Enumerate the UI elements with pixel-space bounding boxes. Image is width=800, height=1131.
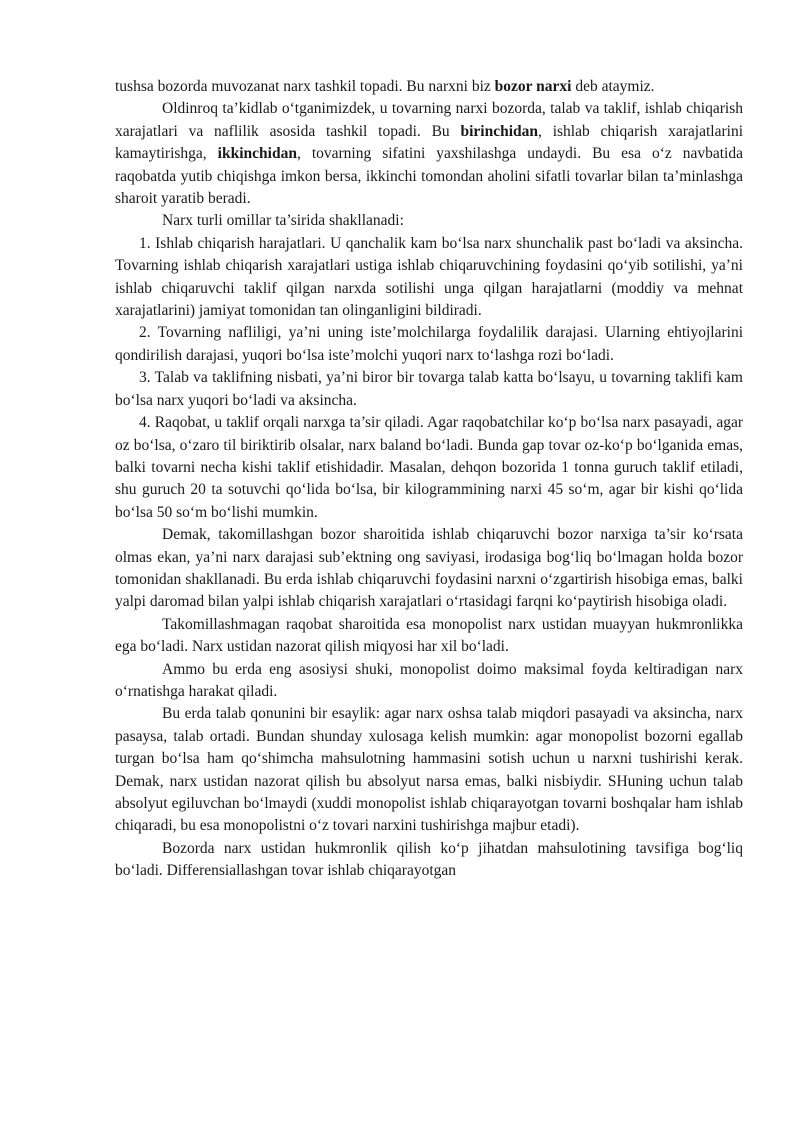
document-page	[115, 76, 743, 883]
paragraph: Narx turli omillar ta’sirida shakllanadi:	[162, 212, 404, 230]
bold-term: ikkinchidan	[217, 145, 297, 163]
list-item: 3. Talab va taklifning nisbati, ya’ni biror bir tovarga talab katta bo‘lsayu, u tovarning taklifi kam bo‘lsa narx yuqori bo‘ladi va aksincha.	[115, 369, 743, 409]
list-item: 1. Ishlab chiqarish harajatlari. U qanchalik kam bo‘lsa narx shunchalik past bo‘ladi va aksincha. Tovarning ishlab chiqarish xarajatlari ustiga ishlab chiqaruvchining foydasini qo‘yib sotilishi, ya’ni ishlab chiqaruvchi taklif qilgan narxda sotilishi unga qilgan harajatlarni (moddiy va mehnat xarajatlarini) jamiyat tomonidan tan olinganligini bildiradi.	[115, 234, 743, 320]
paragraph: Ammo bu erda eng asosiysi shuki, monopolist doimo maksimal foyda keltiradigan narx o‘rnatishga harakat qiladi.	[115, 660, 743, 700]
paragraph: Bu erda talab qonunini bir esaylik: agar narx oshsa talab miqdori pasayadi va aksincha, narx pasaysa, talab ortadi. Bundan shunday xulosaga kelish mumkin: agar monopolist bozorni egallab turgan bo‘lsa ham qo‘shimcha mahsulotning hammasini sotish uchun u narxni tushirishi kerak. Demak, narx ustidan nazorat qilish bu absolyut narsa emas, balki nisbiydir. SHuning uchun talab absolyut egiluvchan bo‘lmaydi (xuddi monopolist ishlab chiqarayotgan tovarni boshqalar ham ishlab chiqaradi, bu esa monopolistni o‘z tovari narxini tushirishga majbur etadi).	[115, 705, 743, 835]
list-item: 2. Tovarning nafliligi, ya’ni uning iste’molchilarga foydalilik darajasi. Ularning ehtiyojlarini qondirilish darajasi, yuqori bo‘lsa iste’molchi yuqori narx to‘lashga rozi bo‘ladi.	[115, 324, 743, 364]
paragraph: tushsa bozorda muvozanat narx tashkil topadi. Bu narxni biz bozor narxi deb ataymiz.	[115, 78, 655, 95]
bold-term: birinchidan	[460, 122, 539, 140]
paragraph: Oldinroq ta’kidlab o‘tganimizdek, u tovarning narxi bozorda, talab va taklif, ishlab chiqarish xarajatlari va naflilik asosida tashkil topadi. Bu birinchidan, ishlab chiqarish xarajatlarini kamaytirishga, ikkinchidan, tovarning sifatini yaxshilashga undaydi. Bu esa o‘z navbatida raqobatda yutib chiqishga imkon bersa, ikkinchi tomondan aholini sifatli tovarlar bilan ta’minlashga sharoit yaratib beradi.	[115, 100, 743, 208]
paragraph: Bozorda narx ustidan hukmronlik qilish ko‘p jihatdan mahsulotining tavsifiga bog‘liq bo‘ladi. Differensiallashgan tovar ishlab chiqarayotgan	[115, 839, 743, 880]
bold-term: bozor narxi	[494, 78, 572, 95]
paragraph: Takomillashmagan raqobat sharoitida esa monopolist narx ustidan muayyan hukmronlikka ega bo‘ladi. Narx ustidan nazorat qilish miqyosi har xil bo‘ladi.	[115, 615, 743, 656]
list-item: 4. Raqobat, u taklif orqali narxga ta’sir qiladi. Agar raqobatchilar ko‘p bo‘lsa narx pasayadi, agar oz bo‘lsa, o‘zaro til biriktirib olsalar, narx baland bo‘ladi. Bunda gap tovar oz-ko‘p bo‘lganida emas, balki tovarni necha kishi taklif etishidadir. Masalan, dehqon bozorida 1 tonna guruch taklif etiladi, shu guruch 20 ta sotuvchi qo‘lida bo‘lsa, bir kilogrammining narxi 45 so‘m, agar bir kishi qo‘lida bo‘lsa 50 so‘m bo‘lishi mumkin.	[115, 414, 743, 521]
paragraph: Demak, takomillashgan bozor sharoitida ishlab chiqaruvchi bozor narxiga ta’sir ko‘rsata olmas ekan, ya’ni narx darajasi sub’ektning ong saviyasi, irodasiga bog‘liq bo‘lmagan holda bozor tomonidan shakllanadi. Bu erda ishlab chiqaruvchi foydasini narxni o‘zgartirish hisobiga emas, balki yalpi daromad bilan yalpi ishlab chiqarish xarajatlari o‘rtasidagi farqni ko‘paytirish hisobiga oladi.	[115, 526, 743, 611]
